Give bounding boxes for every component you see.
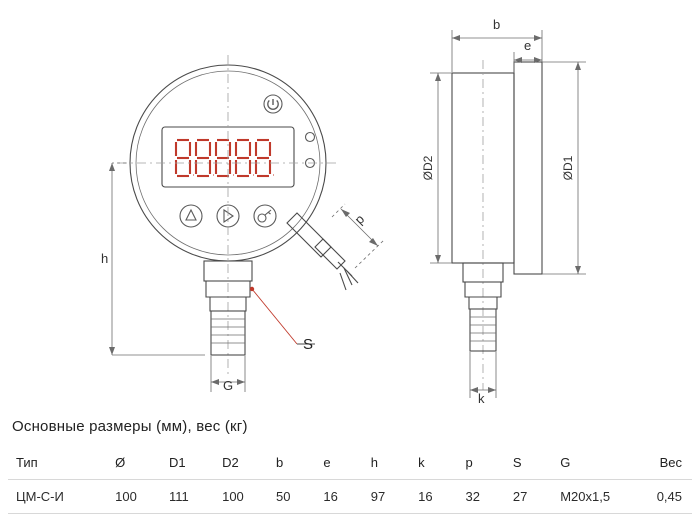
cable-gland <box>287 213 358 290</box>
cell-type: ЦМ-С-И <box>16 489 64 504</box>
cell-d1: 111 <box>169 489 189 504</box>
button-settings <box>254 205 276 227</box>
label-k: k <box>478 391 485 406</box>
label-G: G <box>223 378 234 393</box>
label-D1: ØD1 <box>561 155 575 181</box>
col-weight: Вес <box>659 455 682 470</box>
label-h: h <box>101 251 109 266</box>
col-h: h <box>370 455 378 470</box>
col-p: p <box>465 455 473 470</box>
label-S: S <box>303 336 314 353</box>
col-k: k <box>418 455 425 470</box>
dimensions-table <box>8 446 692 514</box>
dimensions-table-area <box>0 408 700 523</box>
label-D2: ØD2 <box>421 155 435 181</box>
cell-h: 97 <box>370 489 386 504</box>
cell-g: M20x1,5 <box>560 489 611 504</box>
label-b: b <box>493 17 501 32</box>
cell-e: 16 <box>323 489 338 504</box>
cell-diameter: 100 <box>115 489 137 504</box>
display-digits <box>176 140 274 176</box>
label-p: p <box>351 211 368 228</box>
gauge-side-bezel <box>514 62 542 274</box>
table-title: Основные размеры (мм), вес (кг) <box>12 418 248 435</box>
col-diameter: Ø <box>115 455 126 470</box>
col-b: b <box>275 455 284 470</box>
button-up <box>180 205 202 227</box>
cell-p: 32 <box>465 489 480 504</box>
cell-k: 16 <box>418 489 433 504</box>
cell-s: 27 <box>512 489 528 504</box>
col-type: Тип <box>16 455 38 470</box>
label-e: e <box>524 38 532 53</box>
col-d1: D1 <box>169 455 186 470</box>
cell-b: 50 <box>275 489 291 504</box>
table-header-row <box>8 446 692 480</box>
col-g: G <box>560 455 571 470</box>
col-d2: D2 <box>222 455 239 470</box>
cell-weight: 0,45 <box>656 489 682 504</box>
table-row <box>8 480 692 514</box>
col-e: e <box>323 455 331 470</box>
led-indicator-top <box>306 133 315 142</box>
power-icon <box>264 95 282 113</box>
col-s: S <box>512 455 522 470</box>
cell-d2: 100 <box>222 489 244 504</box>
dim-h <box>109 163 205 355</box>
